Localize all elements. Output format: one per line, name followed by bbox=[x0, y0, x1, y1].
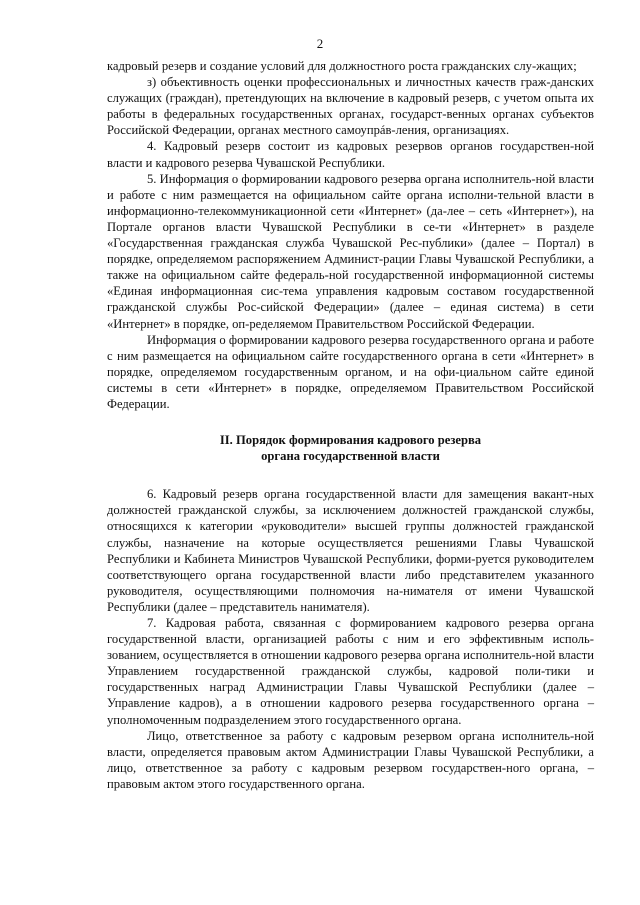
section-heading-line-1: II. Порядок формирования кадрового резерва bbox=[219, 433, 482, 448]
paragraph-7: 7. Кадровая работа, связанная с формированием кадрового резерва органа государственной власти, организацией работы с ним и его эффективным исполь-зованием, осуществляется в отношении кадрового резерва органа исполнитель-ной власти Управлением государственной гражданской службы, кадровой поли-тики и государственных наград Администрации Главы Чувашской Республики (далее – Управление кадров), а в отношении кадрового резерва государственного органа – уполномоченным подразделением этого государственного органа. bbox=[107, 616, 594, 727]
paragraphs-after bbox=[107, 486, 594, 792]
section-heading bbox=[107, 432, 594, 464]
paragraph-6: 6. Кадровый резерв органа государственной власти для замещения вакант-ных должностей гражданской службы, за исключением должностей гражданской службы, относящихся к категории «руководители» высшей группы должностей гражданской службы, назначение на которые осуществляется решениями Главы Чувашской Республики и Кабинета Министров Чувашской Республики, форми-руется руководителем соответствующего органа государственной власти либо представителем указанного руководителя, осуществляющими полномочия на-нимателя от имени Чувашской Республики (далее – представитель нанимателя). bbox=[107, 487, 594, 614]
paragraph-3: 4. Кадровый резерв состоит из кадровых резервов органов государствен-ной власти и кадрового резерва Чувашской Республики. bbox=[107, 139, 594, 170]
paragraph-2: з) объективность оценки профессиональных и личностных качеств граж-данских служащих (граждан), претендующих на включение в кадровый резерв, с учетом опыта их работы в федеральных государственных органах, государст-венных органах субъектов Российской Федерации, органах местного самоупрáв-ления, организациях. bbox=[107, 75, 594, 138]
paragraph-1: кадровый резерв и создание условий для должностного роста гражданских слу-жащих; bbox=[107, 59, 577, 73]
document-body bbox=[107, 58, 594, 792]
paragraph-5: Информация о формировании кадрового резерва государственного органа и работе с ним размещается на официальном сайте государственного органа в сети «Интернет» в порядке, определяемом государственным органом, и на офи-циальном сайте единой системы в сети «Интернет» в порядке, определяемом Правительством Российской Федерации. bbox=[107, 332, 594, 411]
paragraph-8: Лицо, ответственное за работу с кадровым резервом органа исполнитель-ной власти, определяется правовым актом Администрации Главы Чувашской Республики, а лицо, ответственное за работу с кадровым резервом государствен-ного органа, – правовым актом этого государственного органа. bbox=[107, 728, 594, 791]
section-heading-line-2: органа государственной власти bbox=[261, 449, 440, 464]
paragraphs-before bbox=[107, 58, 594, 412]
paragraph-4: 5. Информация о формировании кадрового резерва органа исполнитель-ной власти и работе с ним размещается на официальном сайте органа исполни-тельной власти в информационно-телекоммуникационной сети «Интернет» (да-лее – сеть «Интернет»), на Портале органов власти Чувашской Республики в се-ти «Интернет» в разделе «Государственная гражданская служба Чувашской Рес-публики» (далее – Портал) в порядке, определяемом распоряжением Админист-рации Главы Чувашской Республики, а также на официальном сайте федераль-ной государственной информационной системы «Единая информационная сис-тема управления кадровым составом государственной гражданской службы Рос-сийской Федерации» (далее – единая система) в сети «Интернет» в порядке, оп-ределяемом Правительством Российской Федерации. bbox=[107, 171, 594, 331]
page-number: 2 bbox=[316, 36, 324, 51]
